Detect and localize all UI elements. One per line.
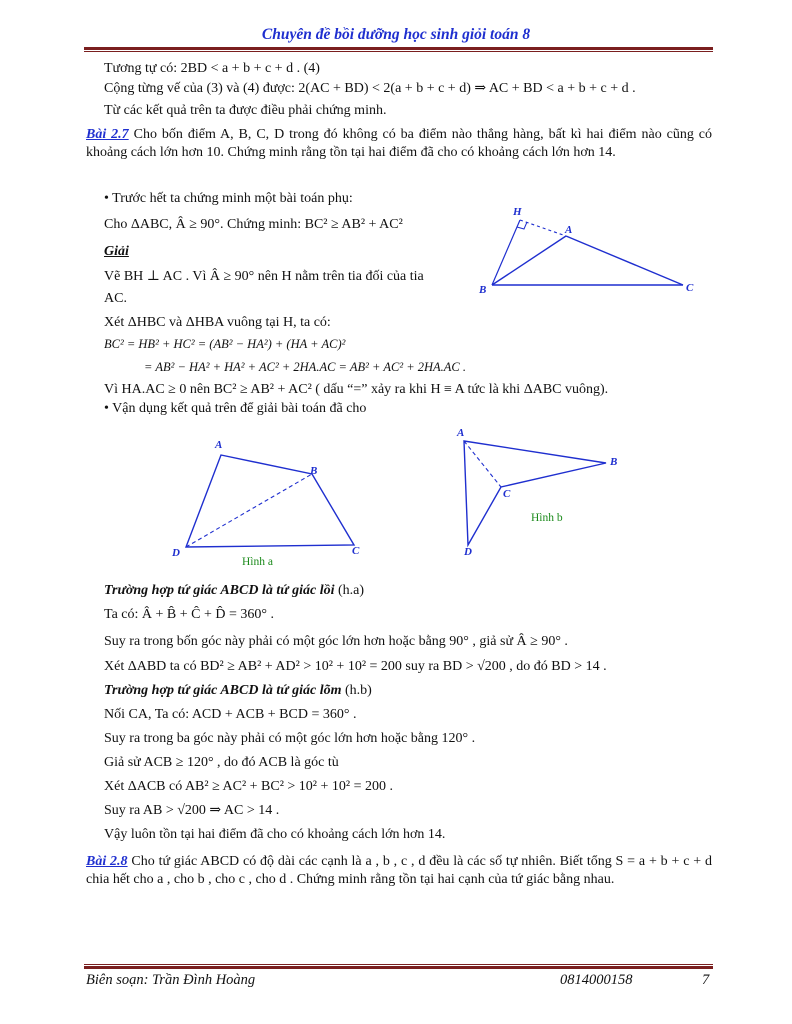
segment-ac (566, 236, 683, 285)
label-b: B (479, 284, 487, 296)
case-convex-title: Trường hợp tứ giác ABCD là tứ giác lồi (104, 583, 335, 598)
problem-2-8-label: Bài 2.8 (86, 854, 128, 869)
text-line-6: Cho ΔABC, Â ≥ 90°. Chứng minh: BC² ≥ AB² + AC² (104, 217, 403, 232)
label-c: C (503, 488, 511, 500)
bullet-dot: • (104, 191, 113, 206)
text-line-9: AC. (104, 291, 127, 306)
bullet-dot: • (104, 401, 113, 416)
caption-figure-b: Hình b (531, 512, 563, 524)
problem-2-7-text: Cho bốn điểm A, B, C, D trong đó không có ba điểm nào thẳng hàng, bất kì hai điểm nào cũng có khoảng cách lớn hơn 10. Chứng minh rằng tồn tại hai điểm đã cho có khoảng cách lớn hơn 14. (86, 127, 712, 160)
bullet-text-2: Vận dụng kết quả trên để giải bài toán đã cho (112, 401, 367, 416)
label-a: A (457, 427, 465, 439)
page-header-title: Chuyên đề bồi dưỡng học sinh giỏi toán 8 (261, 26, 531, 43)
text-line-25: Vậy luôn tồn tại hai điểm đã cho có khoảng cách lớn hơn 14. (104, 827, 446, 842)
text-line-23: Xét ΔACB có AB² ≥ AC² + BC² > 10² + 10² = 200 . (104, 779, 393, 794)
text-line-21: Suy ra trong ba góc này phải có một góc lớn hơn hoặc bằng 120° . (104, 731, 476, 746)
equation-line-12: = AB² − HA² + HA² + AC² + 2HA.AC = AB² + AC² + 2HA.AC . (144, 360, 467, 374)
bullet-line-2 (104, 400, 366, 418)
problem-2-7-label: Bài 2.7 (86, 127, 129, 142)
text-line-22: Giả sử ACB ≥ 120° , do đó ACB là góc tù (104, 755, 339, 770)
text-line-3: Từ các kết quả trên ta được điều phải chứng minh. (104, 103, 387, 118)
label-d: D (172, 547, 180, 559)
text-line-16: Ta có: Â + B̂ + Ĉ + D̂ = 360° . (104, 607, 274, 622)
text-line-8: Vẽ BH ⊥ AC . Vì Â ≥ 90° nên H nằm trên tia đối của tia (104, 269, 424, 284)
figure-concave-quadrilateral (450, 420, 640, 565)
case-concave-ref: (h.b) (341, 683, 372, 698)
label-b: B (310, 465, 318, 477)
figure-triangle-abh (470, 200, 710, 300)
text-line-17: Suy ra trong bốn góc này phải có một góc lớn hơn hoặc bằng 90° , giả sử Â ≥ 90° . (104, 634, 568, 649)
quadrilateral-abcd (186, 455, 354, 547)
footer-page-number: 7 (702, 972, 710, 988)
diagonal-bd-dashed (186, 474, 312, 547)
equation-line-11: BC² = HB² + HC² = (AB² − HA²) + (HA + AC)² (104, 337, 346, 351)
figure-convex-quadrilateral (160, 430, 380, 575)
text-line-24: Suy ra AB > √200 ⇒ AC > 14 . (104, 803, 280, 818)
problem-2-8 (86, 853, 712, 889)
solution-heading: Giải (104, 244, 129, 259)
quadrilateral-abcd (464, 441, 606, 545)
text-line-18: Xét ΔABD ta có BD² ≥ AB² + AD² > 10² + 10² = 200 suy ra BD > √200 , do đó BD > 14 . (104, 659, 607, 674)
text-line-1: Tương tự có: 2BD < a + b + c + d . (4) (104, 61, 320, 76)
label-c: C (352, 545, 360, 557)
caption-figure-a: Hình a (242, 556, 273, 568)
segment-ac-dashed (464, 441, 501, 487)
label-b: B (610, 456, 618, 468)
text-line-10: Xét ΔHBC và ΔHBA vuông tại H, ta có: (104, 315, 331, 330)
label-d: D (464, 546, 472, 558)
case-concave-heading (104, 682, 372, 700)
case-concave-title: Trường hợp tứ giác ABCD là tứ giác lõm (104, 683, 342, 698)
label-a: A (215, 439, 223, 451)
text-line-20: Nối CA, Ta có: ACD + ACB + BCD = 360° . (104, 707, 357, 722)
case-convex-ref: (h.a) (334, 583, 365, 598)
header-rule (84, 47, 713, 52)
problem-2-7 (86, 126, 712, 162)
label-a: A (565, 224, 573, 236)
footer-author: Biên soạn: Trần Đình Hoàng (86, 972, 256, 988)
label-c: C (686, 282, 694, 294)
bullet-line-1 (104, 190, 353, 208)
label-h: H (513, 206, 522, 218)
footer-rule (84, 964, 713, 969)
text-line-2: Cộng từng vế của (3) và (4) được: 2(AC + BD) < 2(a + b + c + d) ⇒ AC + BD < a + b + c + d . (104, 81, 636, 96)
bullet-text-1: Trước hết ta chứng minh một bài toán phụ: (112, 191, 353, 206)
footer-phone: 0814000158 (560, 972, 633, 988)
problem-2-8-text: Cho tứ giác ABCD có độ dài các cạnh là a , b , c , d đều là các số tự nhiên. Biết tổng S = a + b + c + d chia hết cho a , cho b , cho c , cho d . Chứng minh rằng tồn tại hai cạnh của tứ giác bằng nhau. (86, 854, 713, 887)
text-line-13: Vì HA.AC ≥ 0 nên BC² ≥ AB² + AC² ( dấu “=” xảy ra khi H ≡ A tức là khi ΔABC vuông). (104, 382, 609, 397)
case-convex-heading (104, 582, 364, 600)
